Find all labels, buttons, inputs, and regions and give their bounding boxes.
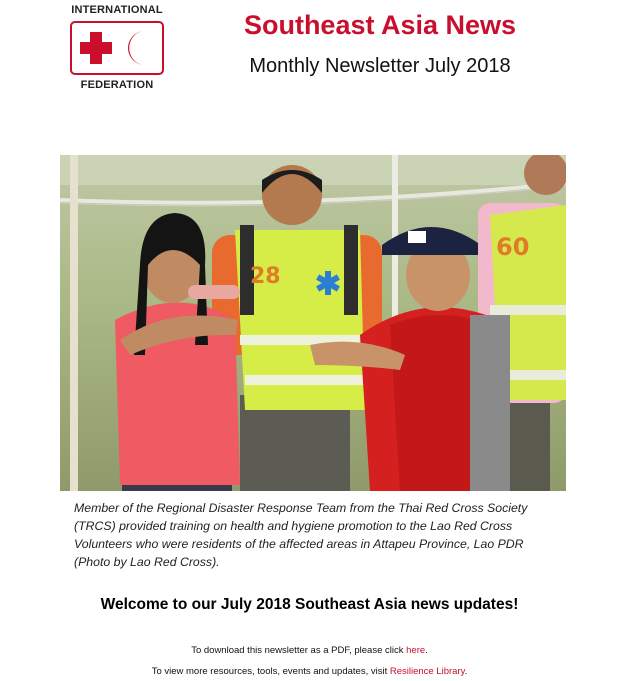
welcome-heading: Welcome to our July 2018 Southeast Asia news updates!: [100, 596, 519, 613]
download-text: To download this newsletter as a PDF, please click: [191, 645, 407, 656]
logo-top-text: INTERNATIONAL: [71, 4, 163, 16]
vest-number-28: 28: [250, 264, 281, 289]
vest-number-60: 60: [496, 233, 530, 261]
page-subtitle: Monthly Newsletter July 2018: [249, 55, 511, 77]
resources-line: [0, 666, 619, 677]
ifrc-logo: [62, 4, 172, 92]
featured-photo: [60, 155, 566, 491]
download-line: [0, 645, 619, 656]
resources-text: To view more resources, tools, events and updates, visit: [151, 666, 390, 677]
download-suffix: .: [425, 645, 428, 656]
logo-emblem: [70, 21, 164, 75]
resilience-library-link[interactable]: Resilience Library: [389, 666, 465, 677]
download-pdf-link[interactable]: here: [406, 645, 426, 656]
red-cross-icon: [79, 31, 113, 65]
newsletter-header: [200, 8, 560, 78]
photo-caption: Member of the Regional Disaster Response Team from the Thai Red Cross Society (TRCS) provided training on health and hygiene promotion to the Lao Red Cross Volunteers who were residents of the affected areas in Attapeu Province, Lao PDR (Photo by Lao Red Cross).: [74, 501, 528, 569]
logo-bottom-text: FEDERATION: [80, 79, 154, 91]
training-scene-illustration: [60, 155, 566, 491]
red-crescent-icon: [121, 29, 155, 67]
page-title: Southeast Asia News: [243, 10, 517, 40]
resources-suffix: .: [464, 666, 468, 677]
